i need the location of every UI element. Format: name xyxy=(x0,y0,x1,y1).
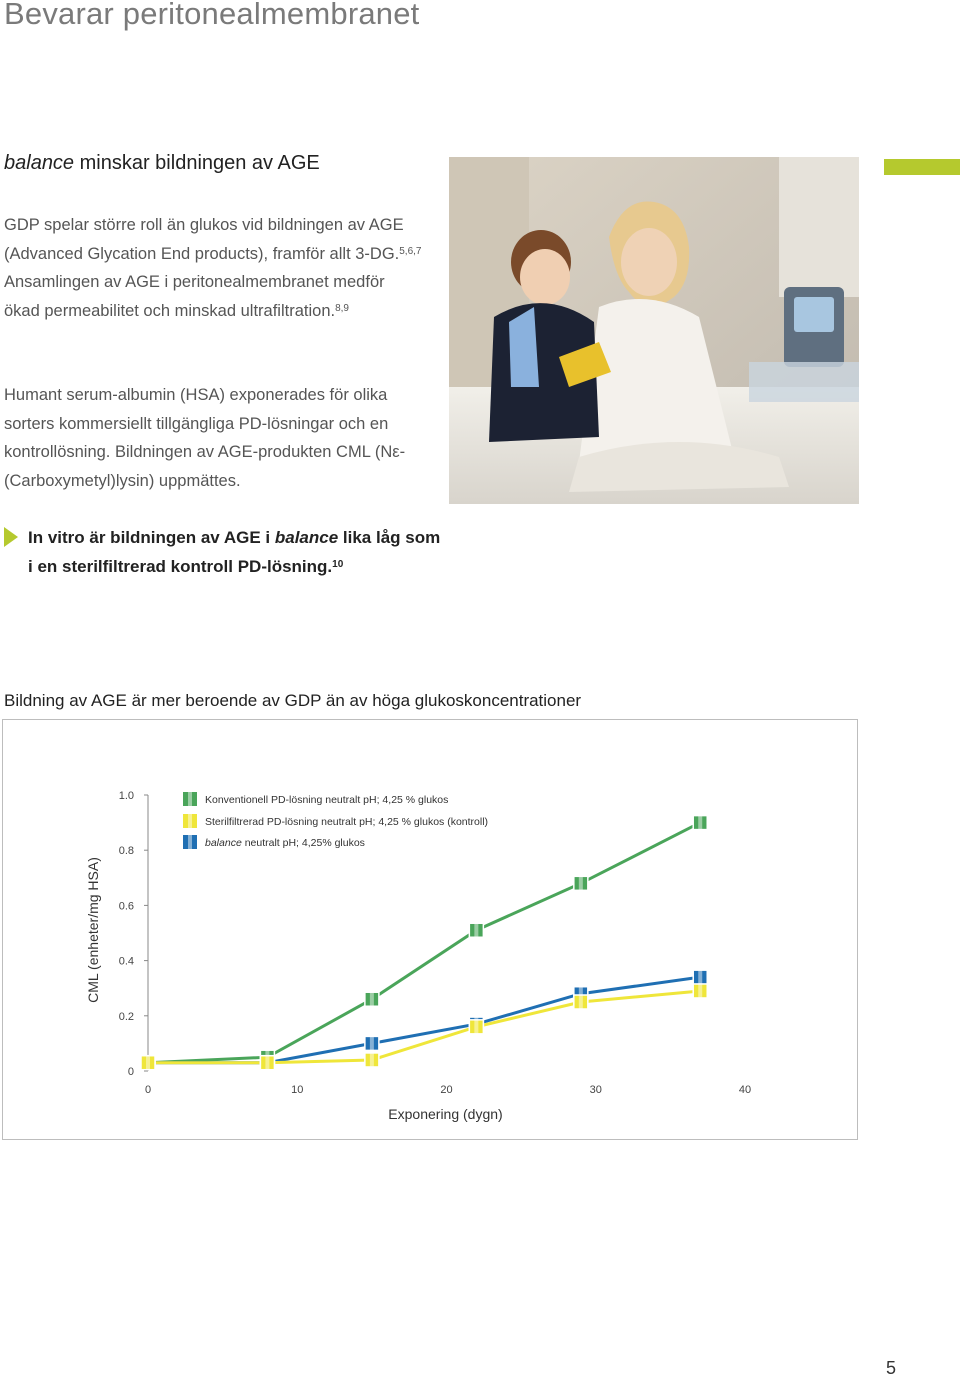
data-point-marker-highlight xyxy=(370,992,374,1006)
data-point-marker-highlight xyxy=(698,816,702,830)
data-point-marker-highlight xyxy=(579,995,583,1009)
page-title: Bevarar peritonealmembranet xyxy=(4,0,420,31)
data-point-marker-highlight xyxy=(370,1053,374,1067)
x-tick-label: 40 xyxy=(738,1084,752,1096)
y-tick-label: 0.4 xyxy=(118,955,134,968)
legend-label xyxy=(205,837,365,849)
chart-title: Bildning av AGE är mer beroende av GDP än av höga glukoskoncentrationer xyxy=(4,691,582,710)
x-tick-label: 10 xyxy=(291,1084,304,1096)
series-line xyxy=(148,977,700,1063)
photo-illustration xyxy=(449,157,859,504)
legend-swatch-highlight xyxy=(188,792,192,806)
data-point-marker-highlight xyxy=(698,984,702,998)
y-tick-label: 1.0 xyxy=(118,790,134,802)
callout-text-b: lika låg som i en sterilfiltrerad kontroll PD-lösning. xyxy=(28,528,441,576)
data-point-marker-highlight xyxy=(474,1020,478,1034)
para1-text-a: GDP spelar större roll än glukos vid bildningen av AGE (Advanced Glycation End products), framför allt 3-DG. xyxy=(4,216,404,263)
method-paragraph: Humant serum-albumin (HSA) exponerades för olika sorters kommersiellt tillgängliga PD-lösningar och en kontrollösning. Bildningen av AGE-produkten CML (Nε-(Carboxymetyl)lysin) uppmättes. xyxy=(4,386,406,491)
legend-label: Sterilfiltrerad PD-lösning neutralt pH; 4,25 % glukos (kontroll) xyxy=(205,816,489,828)
para1-text-b: Ansamlingen av AGE i peritonealmembranet medför ökad permeabilitet och minskad ultrafiltration. xyxy=(4,273,385,321)
legend-swatch-highlight xyxy=(188,835,192,849)
legend-label-rest: neutralt pH; 4,25% glukos xyxy=(241,837,365,849)
legend-label-italic: balance xyxy=(205,837,242,849)
x-tick-label: 20 xyxy=(440,1084,453,1096)
citation-sup: 8,9 xyxy=(335,303,349,315)
callout-text-a: In vitro är bildningen av AGE i xyxy=(28,528,275,547)
citation-sup: 10 xyxy=(332,559,344,570)
x-tick-label: 0 xyxy=(144,1084,152,1096)
y-tick-label: 0.8 xyxy=(118,845,134,858)
section-heading xyxy=(4,152,320,175)
data-point-marker-highlight xyxy=(474,923,478,937)
data-point-marker-highlight xyxy=(265,1056,269,1070)
data-point-marker-highlight xyxy=(698,970,702,984)
accent-bar xyxy=(884,159,960,175)
data-point-marker-highlight xyxy=(146,1056,150,1070)
legend-label: Konventionell PD-lösning neutralt pH; 4,25 % glukos xyxy=(205,794,449,806)
y-axis-label: CML (enheter/mg HSA) xyxy=(85,857,101,1003)
data-point-marker-highlight xyxy=(370,1036,374,1050)
callout-arrow-icon xyxy=(4,527,18,547)
x-axis-label: Exponering (dygn) xyxy=(388,1106,503,1122)
x-tick-label: 30 xyxy=(589,1084,602,1096)
y-tick-label: 0.6 xyxy=(118,900,134,913)
line-chart xyxy=(3,720,859,1141)
page-number: 5 xyxy=(885,1358,896,1378)
chart-frame xyxy=(2,719,858,1140)
citation-sup: 5,6,7 xyxy=(399,245,422,257)
series-line xyxy=(148,991,700,1063)
series-line xyxy=(148,823,700,1063)
heading-italic: balance xyxy=(4,152,75,174)
callout-italic: balance xyxy=(274,528,339,547)
y-tick-label: 0.2 xyxy=(118,1010,134,1023)
y-tick-label: 0 xyxy=(127,1066,134,1078)
callout-text xyxy=(28,523,448,581)
legend-swatch-highlight xyxy=(188,814,192,828)
data-point-marker-highlight xyxy=(579,876,583,890)
intro-paragraph xyxy=(4,211,424,326)
heading-rest: minskar bildningen av AGE xyxy=(74,152,320,174)
photo-mother-child-reading xyxy=(449,157,859,504)
